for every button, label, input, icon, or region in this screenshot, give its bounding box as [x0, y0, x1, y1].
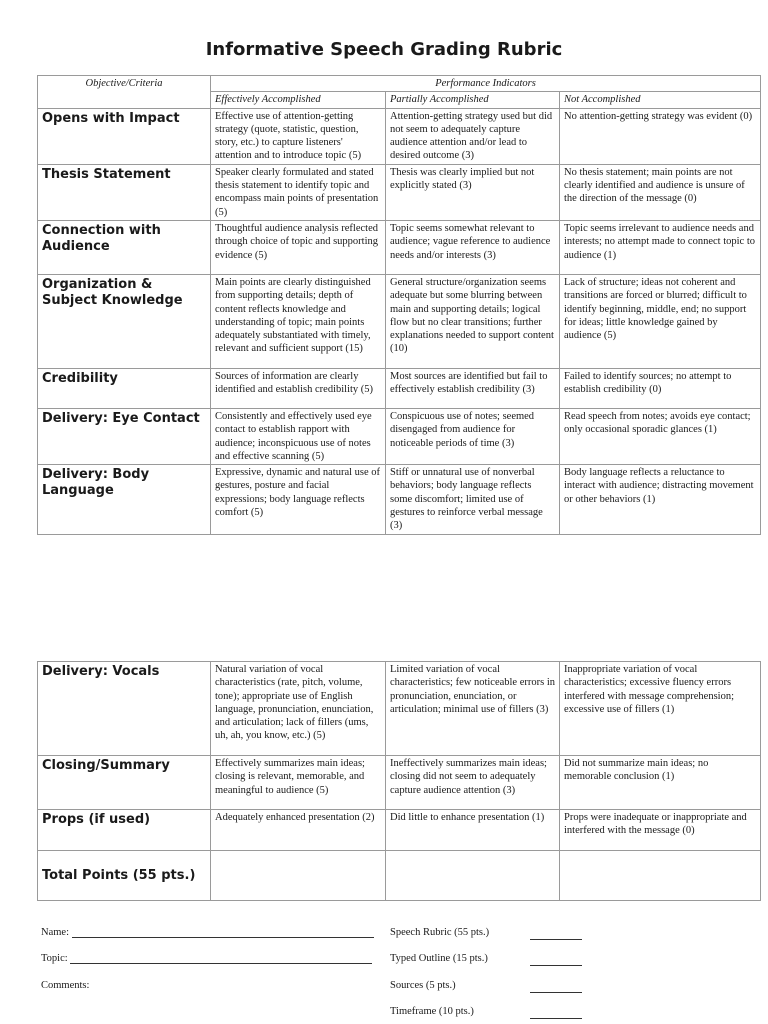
page-title: Informative Speech Grading Rubric — [205, 39, 563, 60]
topic-line[interactable] — [70, 953, 372, 964]
effective-cell: Main points are clearly distinguished from supporting details; depth of content reflects knowledge and understanding of topic; main points adequately substantiated with timely, relevant and sufficient support (15) — [211, 274, 386, 368]
effective-cell: Sources of information are clearly identified and establish credibility (5) — [211, 368, 386, 408]
topic-label: Topic: — [41, 953, 68, 964]
score-typed-outline — [390, 953, 488, 964]
level-header-not: Not Accomplished — [560, 92, 761, 108]
partial-cell: General structure/organization seems adequate but some blurring between main and supporting details; logical flow but no clear transitions; further explanations needed to support content (10) — [386, 274, 560, 368]
partial-cell[interactable] — [386, 851, 560, 901]
topic-field[interactable] — [41, 953, 372, 964]
name-field[interactable] — [41, 927, 374, 938]
not-accomplished-cell[interactable] — [560, 851, 761, 901]
score-label: Speech Rubric (55 pts.) — [390, 927, 490, 938]
comments-label: Comments: — [41, 980, 90, 991]
partial-cell: Attention-getting strategy used but did not seem to adequately capture audience attention and/or lead to desired outcome (3) — [386, 108, 560, 164]
criterion-label: Delivery: Eye Contact — [38, 408, 211, 464]
score-label: Timeframe (10 pts.) — [390, 1006, 474, 1017]
criterion-label: Organization & Subject Knowledge — [38, 274, 211, 368]
score-label: Typed Outline (15 pts.) — [390, 953, 488, 964]
score-timeframe — [390, 1006, 474, 1017]
partial-cell: Limited variation of vocal characteristics; few noticeable errors in pronunciation, enunciation, or articulation; minimal use of fillers (3) — [386, 662, 560, 756]
rubric-row — [38, 108, 761, 164]
effective-cell: Effective use of attention-getting strategy (quote, statistic, question, story, etc.) to capture listeners' attention and to introduce topic (5) — [211, 108, 386, 164]
criterion-label: Credibility — [38, 368, 211, 408]
score-blank[interactable] — [530, 1008, 582, 1019]
score-blank[interactable] — [530, 929, 582, 940]
criterion-label: Delivery: Vocals — [38, 662, 211, 756]
not-accomplished-cell: Did not summarize main ideas; no memorable conclusion (1) — [560, 756, 761, 810]
not-accomplished-cell: Body language reflects a reluctance to interact with audience; distracting movement or other behaviors (1) — [560, 465, 761, 534]
not-accomplished-cell: Inappropriate variation of vocal characteristics; excessive fluency errors interfered with message comprehension; excessive use of fillers (1) — [560, 662, 761, 756]
effective-cell: Consistently and effectively used eye contact to establish rapport with audience; inconspicuous use of notes and effective scanning (5) — [211, 408, 386, 464]
effective-cell: Thoughtful audience analysis reflected through choice of topic and supporting evidence (5) — [211, 220, 386, 274]
score-label: Sources (5 pts.) — [390, 980, 456, 991]
rubric-row — [38, 810, 761, 851]
rubric-table-part-1 — [37, 75, 761, 535]
effective-cell: Speaker clearly formulated and stated thesis statement to identify topic and encompass main points of presentation (5) — [211, 164, 386, 220]
not-accomplished-cell: Props were inadequate or inappropriate and interfered with the message (0) — [560, 810, 761, 851]
partial-cell: Ineffectively summarizes main ideas; closing did not seem to adequately capture audience attention (3) — [386, 756, 560, 810]
not-accomplished-cell: Topic seems irrelevant to audience needs and interests; no attempt made to connect topic to audience (1) — [560, 220, 761, 274]
rubric-row — [38, 220, 761, 274]
name-label: Name: — [41, 927, 69, 938]
effective-cell: Effectively summarizes main ideas; closing is relevant, memorable, and meaningful to audience (5) — [211, 756, 386, 810]
level-header-effective: Effectively Accomplished — [211, 92, 386, 108]
rubric-table-part-2 — [37, 661, 761, 901]
rubric-row — [38, 465, 761, 534]
rubric-row — [38, 164, 761, 220]
criterion-label: Total Points (55 pts.) — [38, 851, 211, 901]
criterion-label: Delivery: Body Language — [38, 465, 211, 534]
partial-cell: Topic seems somewhat relevant to audience; vague reference to audience needs and/or interests (3) — [386, 220, 560, 274]
partial-cell: Stiff or unnatural use of nonverbal behaviors; body language reflects some discomfort; limited use of gestures to reinforce verbal message (3) — [386, 465, 560, 534]
score-blank[interactable] — [530, 955, 582, 966]
rubric-row — [38, 756, 761, 810]
not-accomplished-cell: No thesis statement; main points are not clearly identified and audience is unsure of the direction of the message (0) — [560, 164, 761, 220]
total-points-row — [38, 851, 761, 901]
criterion-label: Thesis Statement — [38, 164, 211, 220]
criterion-label: Opens with Impact — [38, 108, 211, 164]
rubric-row — [38, 368, 761, 408]
partial-cell: Did little to enhance presentation (1) — [386, 810, 560, 851]
score-speech-rubric — [390, 927, 489, 938]
effective-cell: Expressive, dynamic and natural use of gestures, posture and facial expressions; body language reflects comfort (5) — [211, 465, 386, 534]
partial-cell: Most sources are identified but fail to effectively establish credibility (3) — [386, 368, 560, 408]
effective-cell: Adequately enhanced presentation (2) — [211, 810, 386, 851]
name-line[interactable] — [72, 927, 374, 938]
effective-cell[interactable] — [211, 851, 386, 901]
not-accomplished-cell: Lack of structure; ideas not coherent and transitions are forced or blurred; difficult to identify beginning, middle, end; no support for ideas; little knowledge gained by audience (5) — [560, 274, 761, 368]
criteria-column-header: Objective/Criteria — [38, 76, 211, 109]
criterion-label: Closing/Summary — [38, 756, 211, 810]
not-accomplished-cell: Failed to identify sources; no attempt to establish credibility (0) — [560, 368, 761, 408]
effective-cell: Natural variation of vocal characteristics (rate, pitch, volume, tone); appropriate use of English language, pronunciation, enunciation, and articulation; lack of fillers (ums, uh, ah, you know, etc.) (5) — [211, 662, 386, 756]
score-sources — [390, 980, 456, 991]
criterion-label: Connection with Audience — [38, 220, 211, 274]
rubric-row — [38, 662, 761, 756]
not-accomplished-cell: Read speech from notes; avoids eye contact; only occasional sporadic glances (1) — [560, 408, 761, 464]
performance-header: Performance Indicators — [211, 76, 761, 92]
level-header-partial: Partially Accomplished — [386, 92, 560, 108]
partial-cell: Thesis was clearly implied but not explicitly stated (3) — [386, 164, 560, 220]
partial-cell: Conspicuous use of notes; seemed disengaged from audience for noticeable periods of time (3) — [386, 408, 560, 464]
rubric-row — [38, 274, 761, 368]
not-accomplished-cell: No attention-getting strategy was evident (0) — [560, 108, 761, 164]
rubric-row — [38, 408, 761, 464]
criterion-label: Props (if used) — [38, 810, 211, 851]
score-blank[interactable] — [530, 982, 582, 993]
